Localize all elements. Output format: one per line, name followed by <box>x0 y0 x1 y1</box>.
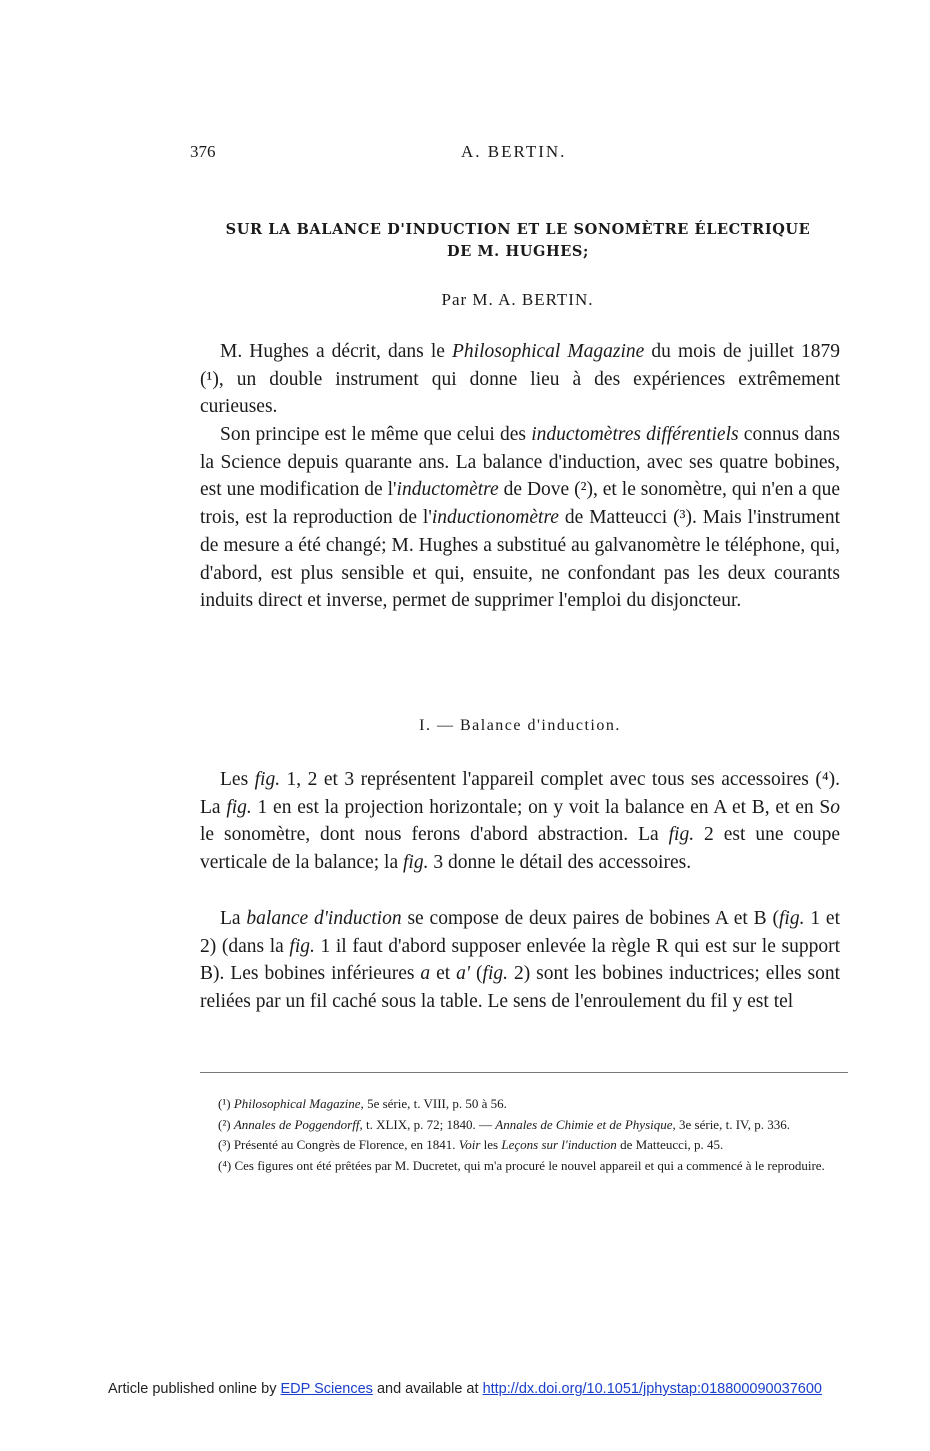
doi-link[interactable]: http://dx.doi.org/10.1051/jphystap:018800090037600 <box>482 1381 822 1397</box>
paragraph-1: M. Hughes a décrit, dans le Philosophical Magazine du mois de juillet 1879 (¹), un double instrument qui donne lieu à des expériences extrêmement curieuses. <box>200 341 840 418</box>
footnote-4: (⁴) Ces figures ont été prêtées par M. Ducretet, qui m'a procuré le nouvel appareil et qui a commencé à le reproduire. <box>218 1158 825 1174</box>
running-head-author: A. BERTIN. <box>461 142 567 161</box>
footnote-divider <box>200 1072 848 1073</box>
footnote-3: (³) Présenté au Congrès de Florence, en 1841. Voir les Leçons sur l'induction de Matteucci, p. 45. <box>218 1137 724 1153</box>
paragraph-2: Son principe est le même que celui des inductomètres différentiels connus dans la Science depuis quarante ans. La balance d'induction, avec ses quatre bobines, est une modification de l'inductomètre de Dove (²), et le sonomètre, qui n'en a que trois, est la reproduction de l'inductionomètre de Matteucci (³). Mais l'instrument de mesure a été changé; M. Hughes a substitué au galvanomètre le téléphone, qui, d'abord, est plus sensible et qui, ensuite, ne confondant pas les deux courants induits direct et inverse, permet de supprimer l'emploi du disjoncteur. <box>200 424 841 612</box>
running-header <box>0 142 930 166</box>
publisher-link[interactable]: EDP Sciences <box>280 1381 373 1397</box>
title-line-2: DE M. HUGHES; <box>447 243 589 260</box>
page-number: 376 <box>190 142 216 161</box>
title-line-1: SUR LA BALANCE D'INDUCTION ET LE SONOMÈTRE ÉLECTRIQUE <box>225 221 811 238</box>
footer-middle: and available at <box>372 1381 483 1397</box>
section-heading: I. — Balance d'induction. <box>419 717 621 734</box>
byline: Par M. A. BERTIN. <box>441 290 594 309</box>
footnotes <box>202 1094 850 1177</box>
footnote-1: (¹) Philosophical Magazine, 5e série, t. VIII, p. 50 à 56. <box>218 1096 507 1111</box>
publication-footer <box>0 1381 930 1397</box>
paragraph-3: Les fig. 1, 2 et 3 représentent l'appareil complet avec tous ses accessoires (⁴). La fig. 1 en est la projection horizontale; on y voit la balance en A et B, et en So le sonomètre, dont nous ferons d'abord abstraction. La fig. 2 est une coupe verticale de la balance; la fig. 3 donne le détail des accessoires. <box>200 769 841 874</box>
footnote-2: (²) Annales de Poggendorff, t. XLIX, p. 72; 1840. — Annales de Chimie et de Physique, 3e série, t. IV, p. 336. <box>218 1116 790 1132</box>
paragraph-4: La balance d'induction se compose de deux paires de bobines A et B (fig. 1 et 2) (dans la fig. 1 il faut d'abord supposer enlevée la règle R qui est sur le support B). Les bobines inférieures a et a' (fig. 2) sont les bobines inductrices; elles sont reliées par un fil caché sous la table. Le sens de l'enroulement du fil y est tel <box>200 908 841 1013</box>
article-title <box>200 219 836 263</box>
footer-prefix: Article published online by <box>108 1381 281 1397</box>
